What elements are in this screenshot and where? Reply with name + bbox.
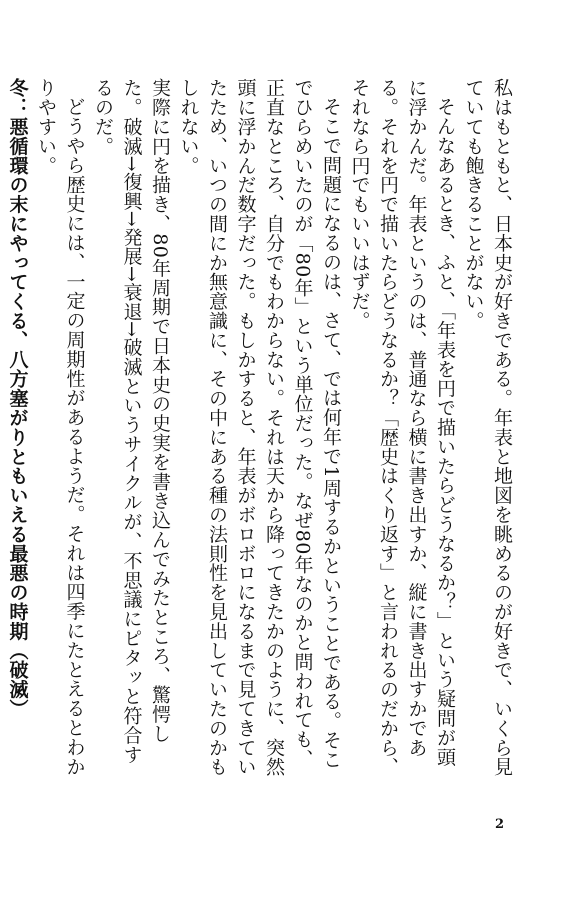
paragraph-80-years: そこで問題になるのは、さて、では何年で1周するかということである。そこでひらめいたのが「80年」という単位だった。なぜ80年なのかと問われても、正直なところ、自分でもわからない。それは天から降ってきたかのように、突然頭に浮かんだ数字だった。もしかすると、年表がボロボロになるまで見てきていたため、いつの間にか無意識に、その中にある種の法則性を見出していたのかもしれない。 (177, 78, 342, 777)
paragraph-cycle: 実際に円を描き、80年周期で日本史の史実を書き込んでみたところ、驚愕した。破滅→復興→発展→衰退→破滅というサイクルが、不思議にピタッと符合するのだ。 (92, 78, 171, 765)
vertical-text-block (0, 78, 516, 778)
page-number: 2 (494, 817, 504, 832)
paragraph-intro: 私はもともと、日本史が好きである。年表と地図を眺めるのが好きで、いくら見ていても飽きることがない。 (462, 78, 513, 777)
paragraph-seasons-intro: どうやら歴史には、一定の周期性があるようだ。それは四季にたとえるとわかりやすい。 (35, 78, 86, 776)
season-winter: 冬：悪循環の末にやってくる、八方塞がりともいえる最悪の時期（破滅） (6, 78, 29, 719)
paragraph-question: そんなあるとき、ふと、「年表を円で描いたらどうなるか？」という疑問が頭に浮かんだ。年表というのは、普通なら横に書き出すか、縦に書き出すかである。それを円で描いたらどうなるか？「歴史はくり返す」と言われるのだから、それなら円でもいいはずだ。 (348, 78, 456, 777)
